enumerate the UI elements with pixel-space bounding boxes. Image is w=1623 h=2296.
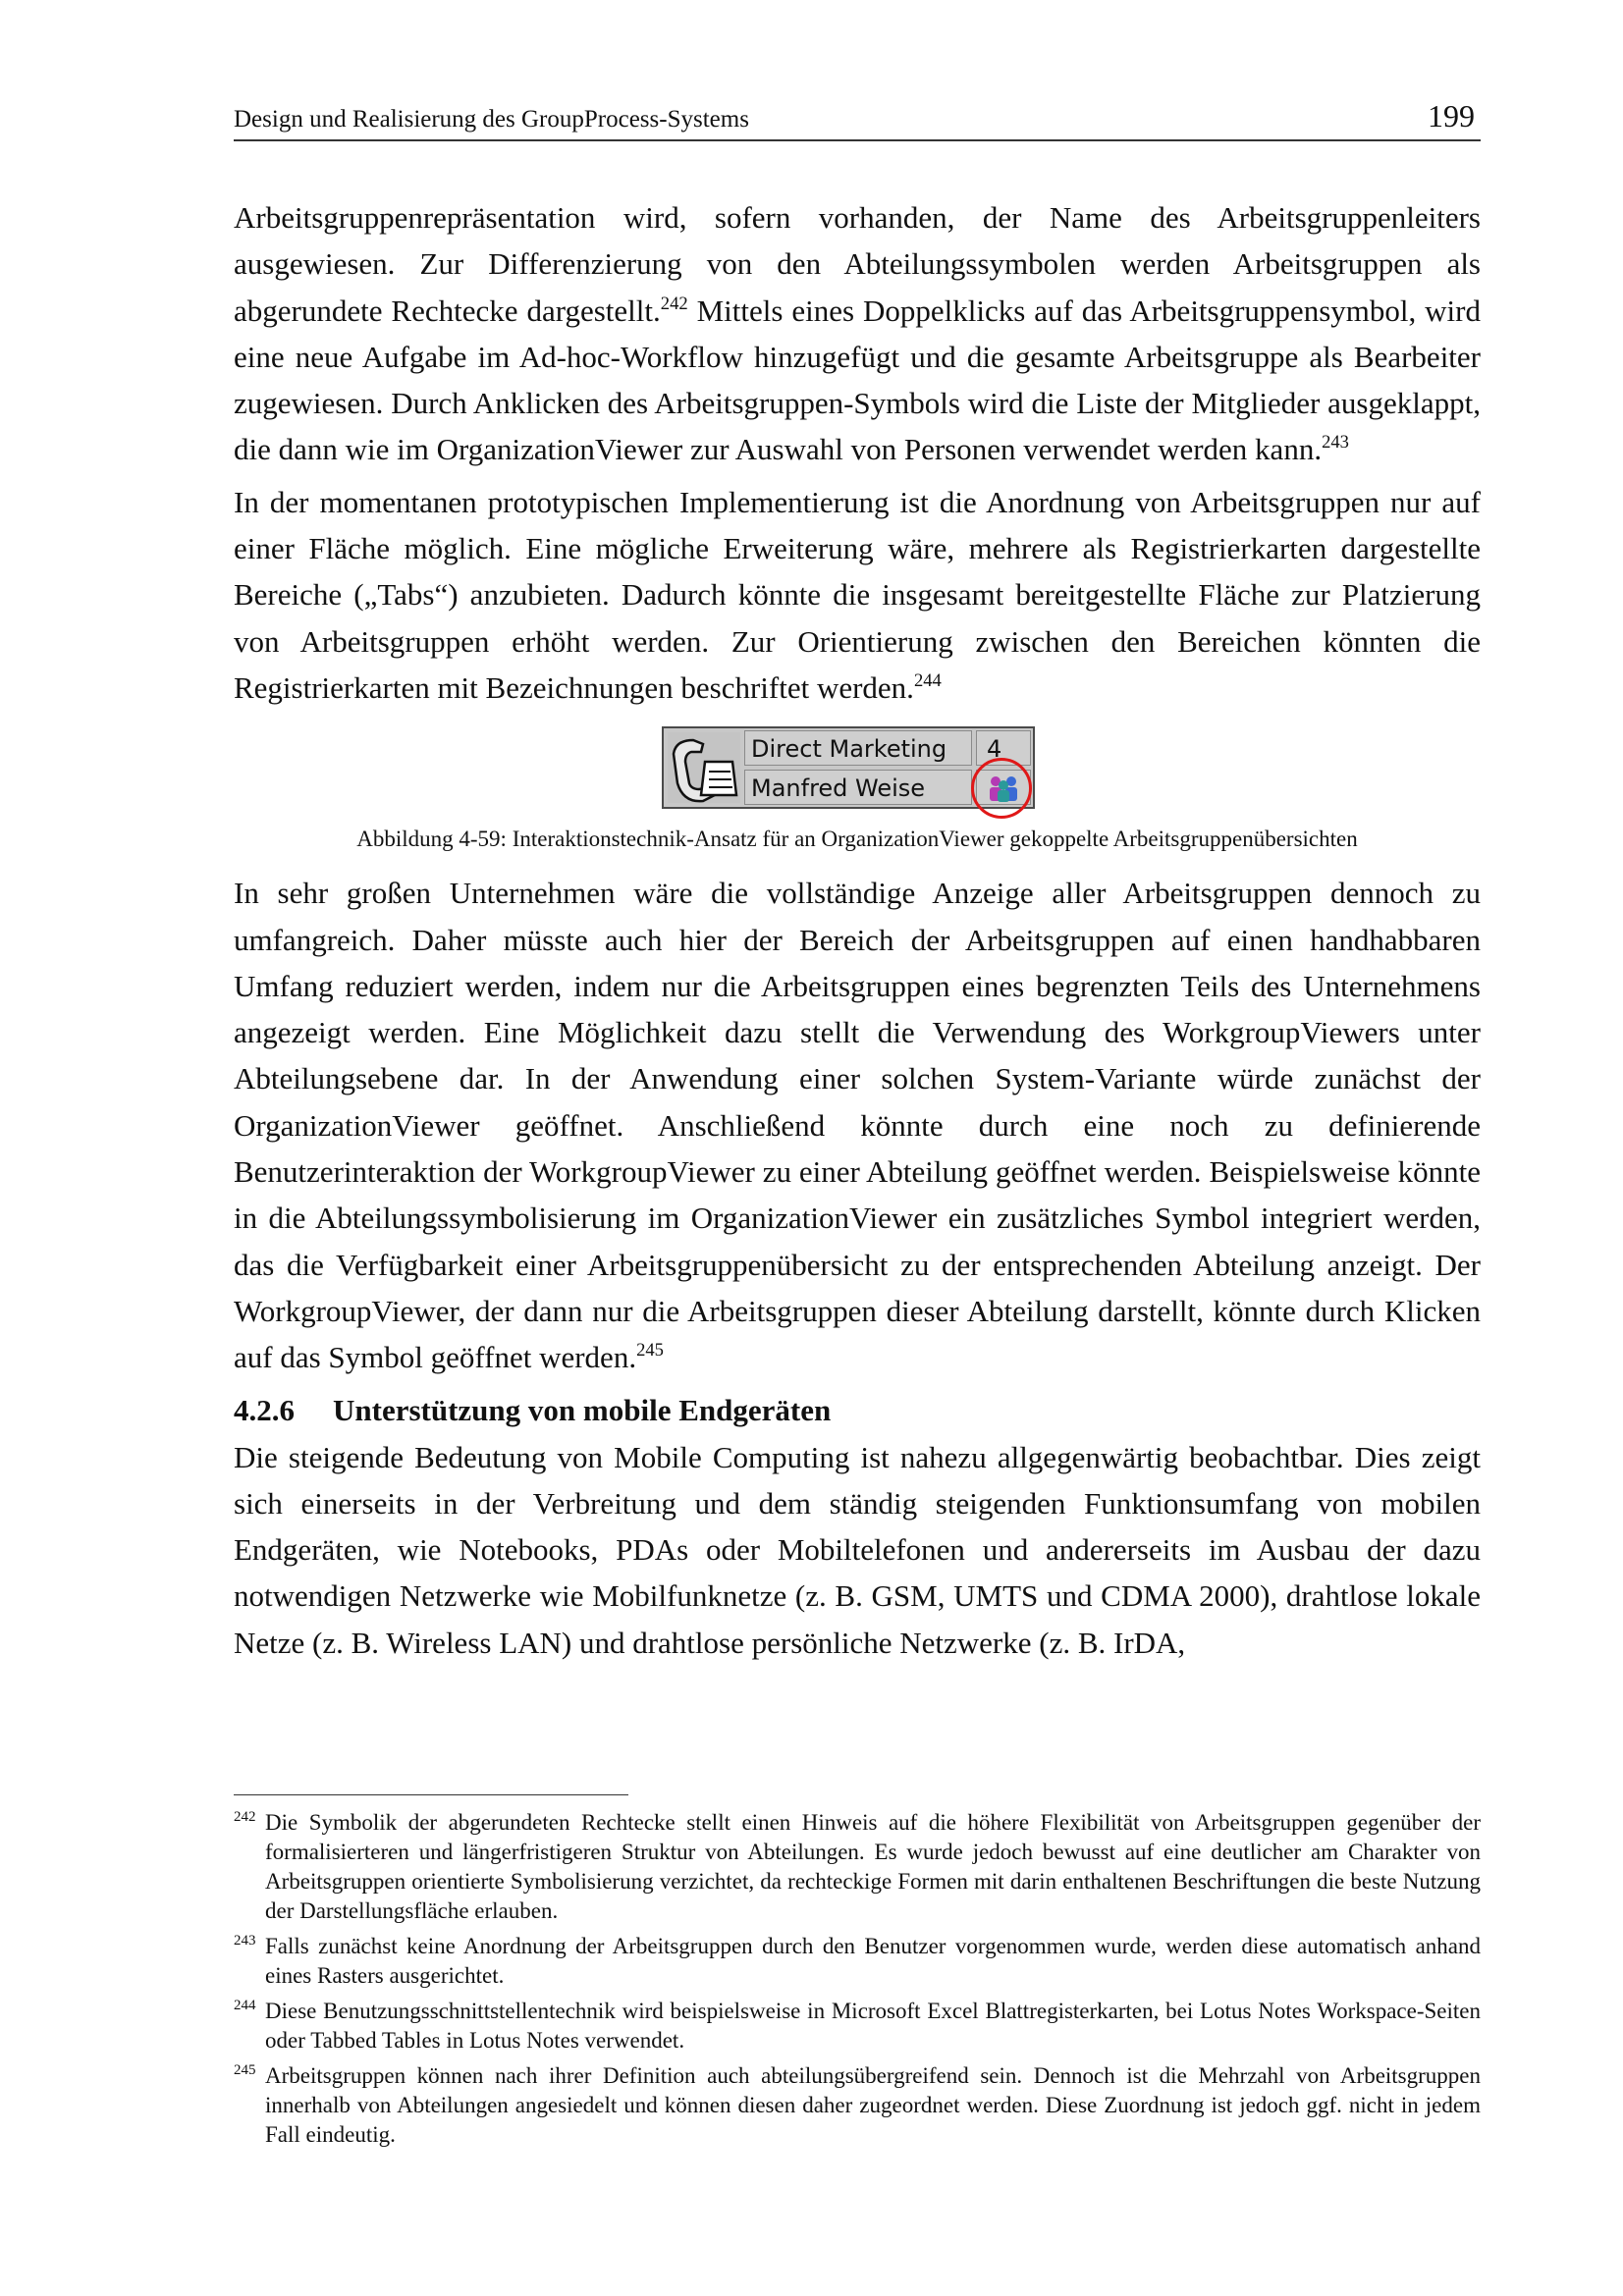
footnote-mark: 245 xyxy=(234,2062,256,2078)
page-number: 199 xyxy=(1428,98,1475,133)
footnote-244 xyxy=(234,1997,1481,2056)
footnote-ref-243[interactable]: 243 xyxy=(1322,432,1349,454)
paragraph-4 xyxy=(234,1434,1481,1666)
footnote-ref-244[interactable]: 244 xyxy=(913,669,942,691)
paragraph-2 xyxy=(234,479,1481,711)
footnote-text: Arbeitsgruppen können nach ihrer Definition auch abteilungsübergreifend sein. Dennoch ist die Mehrzahl von Arbeitsgruppen innerhalb von Abteilungen angesiedelt und können diesen daher zugeordnet werden. Diese Zuordnung ist jedoch ggf. nicht in jedem Fall eindeutig. xyxy=(265,2063,1481,2147)
footnote-mark: 242 xyxy=(234,1809,256,1825)
paragraph-3-text: In sehr großen Unternehmen wäre die vollständige Anzeige aller Arbeitsgruppen dennoch zu umfangreich. Daher müsste auch hier der Bereich der Arbeitsgruppen auf einen handhabbaren Umfang reduziert werden, indem nur die Arbeitsgruppen eines begrenzten Teils des Unternehmens angezeigt werden. Eine Möglichkeit dazu stellt die Verwendung des WorkgroupViewers unter Abteilungsebene dar. In der Anwendung einer solchen System-Variante würde zunächst der OrganizationViewer geöffnet. Anschließend könnte durch eine noch zu definierende Benutzerinteraktion der WorkgroupViewer zu einer Abteilung geöffnet werden. Beispielsweise könnte in die Abteilungssymbolisierung im OrganizationViewer ein zusätzliches Symbol integriert werden, das die Verfügbarkeit einer Arbeitsgruppenübersicht zu der entsprechenden Abteilung anzeigt. Der WorkgroupViewer, der dann nur die Arbeitsgruppen dieser Abteilung darstellt, könnte durch Klicken auf das Symbol geöffnet werden. xyxy=(234,876,1481,1375)
section-title: Unterstützung von mobile Endgeräten xyxy=(333,1392,832,1427)
paragraph-1-text: Arbeitsgruppenrepräsentation wird, sofern vorhanden, der Name des Arbeitsgruppenleiters ausgewiesen. Zur Differenzierung von den Abteilungssymbolen werden Arbeitsgruppen als abgerundete Rechtecke dargestellt. xyxy=(234,200,1481,328)
group-leader-name[interactable]: Manfred Weise xyxy=(744,770,972,805)
footnote-ref-245[interactable]: 245 xyxy=(636,1340,664,1362)
paragraph-4-text: Die steigende Bedeutung von Mobile Computing ist nahezu allgegenwärtig beobachtbar. Dies zeigt sich einerseits in der Verbreitung und dem ständig steigenden Funktionsumfang von mobilen Endgeräten, wie Notebooks, PDAs oder Mobiltelefonen und andererseits im Ausbau der dazu notwendigen Netzwerke wie Mobilfunknetze (z. B. GSM, UMTS und CDMA 2000), drahtlose lokale Netze (z. B. Wireless LAN) und drahtlose persönliche Netzwerke (z. B. IrDA, xyxy=(234,1439,1481,1660)
footnote-mark: 244 xyxy=(234,1998,256,2013)
footnote-text: Falls zunächst keine Anordnung der Arbeitsgruppen durch den Benutzer vorgenommen wurde, werden diese automatisch anhand eines Rasters ausgerichtet. xyxy=(265,1934,1481,1988)
footnote-separator xyxy=(234,1794,628,1795)
footnote-ref-242[interactable]: 242 xyxy=(660,293,688,314)
body-text xyxy=(234,194,1481,1672)
department-name[interactable]: Direct Marketing xyxy=(744,730,972,766)
running-header xyxy=(234,98,1481,141)
footnote-text: Diese Benutzungsschnittstellentechnik wird beispielsweise in Microsoft Excel Blattregisterkarten, bei Lotus Notes Workspace-Seiten oder Tabbed Tables in Lotus Notes verwendet. xyxy=(265,1999,1481,2053)
header-title: Design und Realisierung des GroupProcess-Systems xyxy=(234,106,749,133)
footnote-mark: 243 xyxy=(234,1933,256,1949)
footnote-text: Die Symbolik der abgerundeten Rechtecke stellt einen Hinweis auf die höhere Flexibilität von Arbeitsgruppen gegenüber der formalisierteren und längerfristigeren Struktur von Abteilungen. Es wurde jedoch bewusst auf eine deutlicher am Charakter von Arbeitsgruppen orientierte Symbolisierung verzichtet, da rechteckige Formen mit darin enthaltenen Beschriftungen die beste Nutzung der Darstellungsfläche erlauben. xyxy=(265,1810,1481,1923)
section-number: 4.2.6 xyxy=(234,1392,295,1427)
paragraph-3 xyxy=(234,870,1481,1380)
footnote-242 xyxy=(234,1808,1481,1926)
footnotes xyxy=(234,1808,1481,2156)
paragraph-2-text: In der momentanen prototypischen Implementierung ist die Anordnung von Arbeitsgruppen nur auf einer Fläche möglich. Eine mögliche Erweiterung wäre, mehrere als Registrierkarten dargestellte Bereiche („Tabs“) anzubieten. Dadurch könnte die insgesamt bereitgestellte Fläche zur Platzierung von Arbeitsgruppen erhöht werden. Zur Orientierung zwischen den Bereichen könnten die Registrierkarten mit Bezeichnungen beschriftet werden. xyxy=(234,484,1481,705)
highlight-circle xyxy=(971,758,1032,819)
paragraph-1-text-cont: Mittels eines Doppelklicks auf das Arbeitsgruppensymbol, wird eine neue Aufgabe im Ad-hoc-Workflow hinzugefügt und die gesamte Arbeitsgruppe als Bearbeiter zugewiesen. Durch Anklicken des Arbeitsgruppen-Symbols wird die Liste der Mitglieder ausgeklappt, die dann wie im OrganizationViewer zur Auswahl von Personen verwendet werden kann. xyxy=(234,293,1481,467)
section-heading xyxy=(234,1387,1481,1434)
telephone-icon xyxy=(668,732,740,803)
figure-4-59 xyxy=(234,726,1481,803)
member-count: 4 xyxy=(976,730,1031,766)
paragraph-1 xyxy=(234,194,1481,473)
footnote-245 xyxy=(234,2061,1481,2150)
footnote-243 xyxy=(234,1932,1481,1991)
figure-caption: Abbildung 4-59: Interaktionstechnik-Ansatz für an OrganizationViewer gekoppelte Arbeitsgruppenübersichten xyxy=(356,827,1358,852)
